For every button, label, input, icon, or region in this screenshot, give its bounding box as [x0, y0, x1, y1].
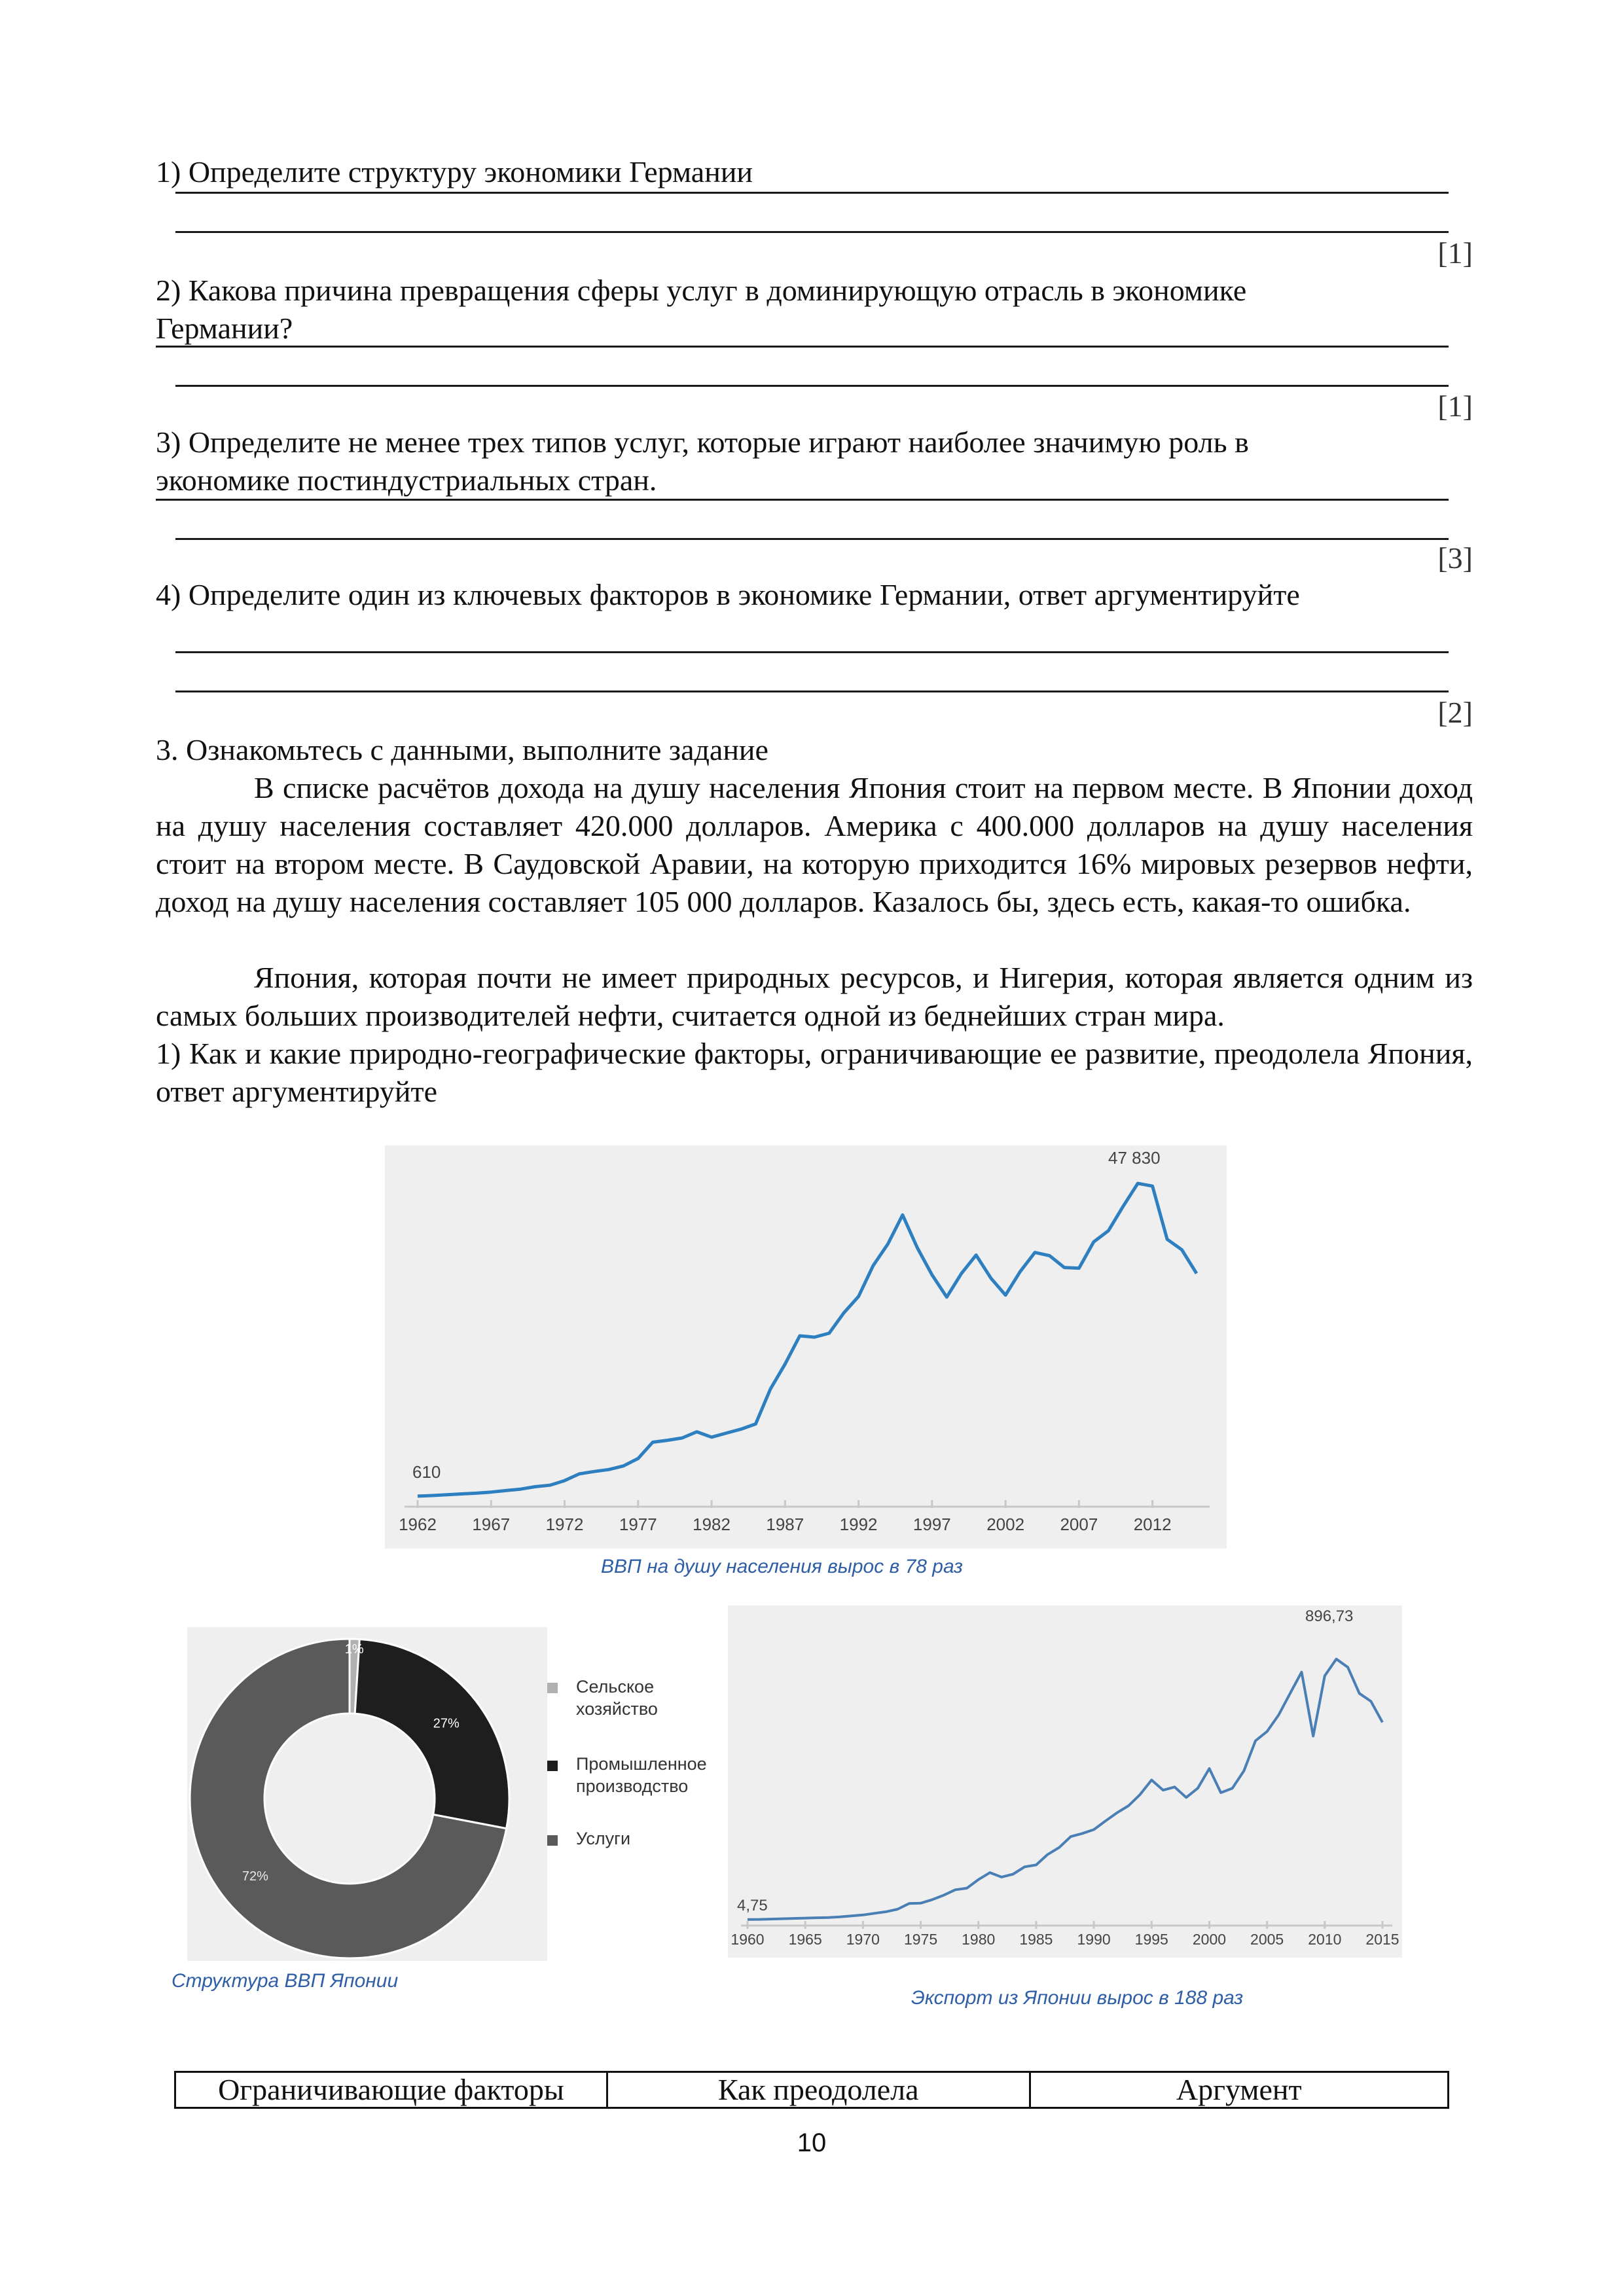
answer-line	[156, 499, 1449, 501]
question-2-line2: Германии?	[156, 312, 293, 345]
x-tick-label: 2007	[1060, 1515, 1098, 1534]
x-tick-label: 1982	[693, 1515, 731, 1534]
legend-agriculture	[576, 1676, 658, 1720]
exports-chart-caption: Экспорт из Японии вырос в 188 раз	[911, 1987, 1244, 2009]
x-tick-label: 1960	[731, 1931, 765, 1948]
question-4: 4) Определите один из ключевых факторов в экономике Германии, ответ аргументируйте	[156, 578, 1300, 611]
question-1: 1) Определите структуру экономики Германии	[156, 155, 753, 188]
x-tick-label: 1992	[839, 1515, 878, 1534]
x-tick-label: 1962	[399, 1515, 437, 1534]
x-tick-label: 2012	[1133, 1515, 1172, 1534]
gdp-series-line	[418, 1183, 1197, 1496]
x-tick-label: 2000	[1192, 1931, 1227, 1948]
score-q4: [2]	[1437, 696, 1473, 729]
legend-swatch-services	[547, 1835, 558, 1846]
question-3-line1: 3) Определите не менее трех типов услуг, которые играют наиболее значимую роль в	[156, 425, 1249, 459]
start-value-label: 4,75	[737, 1897, 768, 1914]
legend-services-line1: Услуги	[576, 1829, 631, 1848]
task3-heading: 3. Ознакомьтесь с данными, выполните задание	[156, 733, 768, 766]
exports-svg	[728, 1605, 1402, 1958]
answer-line	[175, 231, 1449, 233]
start-value-label: 610	[412, 1462, 441, 1482]
x-tick-label: 2002	[986, 1515, 1025, 1534]
x-tick-label: 1977	[619, 1515, 657, 1534]
x-tick-label: 2010	[1308, 1931, 1342, 1948]
task3-paragraph-1: В списке расчётов дохода на душу населения Япония стоит на первом месте. В Японии доход на душу населения составляет 420.000 долларов. Америка с 400.000 долларов на душу населения стоит на втором месте. В Саудовской Аравии, на которую приходится 16% мировых резервов нефти, доход на душу населения составляет 105 000 долларов. Казалось бы, здесь есть, какая-то ошибка.	[156, 771, 1473, 918]
gdp-structure-svg	[187, 1627, 547, 1961]
x-tick-label: 1990	[1077, 1931, 1111, 1948]
answer-line	[175, 538, 1449, 540]
score-q1: [1]	[1437, 236, 1473, 270]
question-2-line1: 2) Какова причина превращения сферы услуг в доминирующую отрасль в экономике	[156, 274, 1247, 307]
gdp-structure-caption: Структура ВВП Японии	[171, 1970, 399, 1992]
slice-industry-label: 27%	[433, 1716, 460, 1731]
header-limiting-factors: Ограничивающие факторы	[175, 2072, 607, 2108]
answer-line	[175, 385, 1449, 387]
gdp-per-capita-chart	[385, 1145, 1227, 1549]
x-tick-label: 1997	[912, 1515, 951, 1534]
score-q3: [3]	[1437, 541, 1473, 575]
slice-services-label: 72%	[242, 1869, 268, 1884]
answer-line	[175, 651, 1449, 653]
answer-line	[175, 192, 1449, 194]
slice-industry	[355, 1639, 509, 1828]
x-tick-label: 1995	[1134, 1931, 1168, 1948]
legend-industry-line1: Промышленное	[576, 1754, 707, 1774]
exports-chart	[728, 1605, 1402, 1958]
legend-services	[576, 1827, 630, 1850]
gdp-per-capita-svg	[385, 1145, 1227, 1549]
peak-value-label: 896,73	[1305, 1607, 1354, 1625]
legend-swatch-industry	[547, 1761, 558, 1771]
page-number: 10	[797, 2128, 827, 2157]
table-header-row	[175, 2072, 1449, 2108]
x-tick-label: 1965	[788, 1931, 822, 1948]
task3-question-1: 1) Как и какие природно-географические факторы, ограничивающие ее развитие, преодолела Япония, ответ аргументируйте	[156, 1037, 1473, 1108]
x-tick-label: 2015	[1365, 1931, 1399, 1948]
legend-industry	[576, 1753, 707, 1797]
x-tick-label: 2005	[1250, 1931, 1284, 1948]
header-argument: Аргумент	[1030, 2072, 1448, 2108]
score-q2: [1]	[1437, 389, 1473, 423]
x-tick-label: 1980	[962, 1931, 996, 1948]
gdp-structure-chart	[187, 1627, 547, 1961]
gdp-chart-caption: ВВП на душу населения вырос в 78 раз	[601, 1556, 963, 1577]
x-tick-label: 1967	[472, 1515, 511, 1534]
header-how-overcome: Как преодолела	[607, 2072, 1030, 2108]
answer-line	[175, 691, 1449, 692]
peak-value-label: 47 830	[1108, 1148, 1161, 1168]
question-3-line2: экономике постиндустриальных стран.	[156, 463, 657, 497]
legend-agriculture-line1: Сельское	[576, 1677, 655, 1696]
legend-swatch-agriculture	[547, 1683, 558, 1693]
legend-industry-line2: производство	[576, 1776, 689, 1796]
x-tick-label: 1975	[903, 1931, 938, 1948]
task3-paragraph-2: Япония, которая почти не имеет природных ресурсов, и Нигерия, которая является одним из самых больших производителей нефти, считается одной из беднейших стран мира.	[156, 961, 1473, 1032]
legend-panel	[547, 1627, 707, 1961]
answer-line	[156, 346, 1449, 348]
x-tick-label: 1987	[766, 1515, 804, 1534]
x-tick-label: 1985	[1019, 1931, 1053, 1948]
x-tick-label: 1970	[846, 1931, 880, 1948]
exports-series-line	[748, 1659, 1382, 1920]
slice-agriculture-label: 1%	[344, 1642, 364, 1657]
legend-agriculture-line2: хозяйство	[576, 1699, 658, 1719]
x-tick-label: 1972	[545, 1515, 584, 1534]
answer-table	[174, 2071, 1449, 2109]
